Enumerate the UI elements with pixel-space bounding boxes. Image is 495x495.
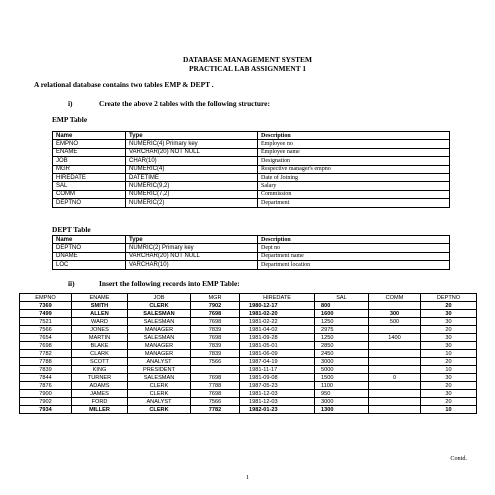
document-subtitle: PRACTICAL LAB ASSIGNMENT 1 bbox=[188, 64, 307, 73]
column-header-comm: COMM bbox=[369, 294, 421, 302]
sal-cell: 1100 bbox=[315, 382, 369, 390]
hiredate-cell: 1981-02-20 bbox=[240, 310, 315, 318]
deptno-cell: 20 bbox=[421, 398, 477, 406]
empno-cell: 7698 bbox=[20, 342, 72, 350]
field-type-cell: DATETIME bbox=[126, 173, 258, 181]
job-cell: ANALYST bbox=[128, 358, 191, 366]
mgr-cell: 7566 bbox=[191, 358, 240, 366]
table-row bbox=[20, 382, 477, 390]
comm-cell bbox=[369, 326, 421, 334]
sal-cell: 1300 bbox=[315, 406, 369, 414]
job-cell: MANAGER bbox=[128, 342, 191, 350]
sal-cell: 5000 bbox=[315, 366, 369, 374]
empno-cell: 7521 bbox=[20, 318, 72, 326]
job-cell: CLERK bbox=[128, 390, 191, 398]
hiredate-cell: 1981-09-08 bbox=[240, 374, 315, 382]
table-row bbox=[53, 140, 450, 148]
table-header-row bbox=[53, 132, 450, 140]
field-description-cell: Employee no bbox=[258, 140, 450, 148]
table-row bbox=[53, 148, 450, 156]
table-row bbox=[20, 326, 477, 334]
comm-cell bbox=[369, 358, 421, 366]
step-1-text: Create the above 2 tables with the following structure: bbox=[99, 99, 270, 108]
table-row bbox=[53, 173, 450, 181]
field-type-cell: NUMERIC(2) bbox=[126, 199, 258, 207]
comm-cell: 300 bbox=[369, 310, 421, 318]
ename-cell: SMITH bbox=[72, 302, 128, 310]
table-row bbox=[20, 342, 477, 350]
deptno-cell: 30 bbox=[421, 318, 477, 326]
sal-cell: 2450 bbox=[315, 350, 369, 358]
hiredate-cell: 1987-05-23 bbox=[240, 382, 315, 390]
table-row bbox=[20, 350, 477, 358]
column-header-job: JOB bbox=[128, 294, 191, 302]
field-type-cell: VARCHAR(10) bbox=[126, 261, 258, 269]
table-row bbox=[53, 199, 450, 207]
emp-records-table bbox=[19, 293, 477, 414]
deptno-cell: 20 bbox=[421, 382, 477, 390]
sal-cell: 2850 bbox=[315, 342, 369, 350]
mgr-cell: 7698 bbox=[191, 334, 240, 342]
empno-cell: 7782 bbox=[20, 350, 72, 358]
comm-cell: 0 bbox=[369, 374, 421, 382]
deptno-cell: 30 bbox=[421, 374, 477, 382]
job-cell: CLERK bbox=[128, 302, 191, 310]
hiredate-cell: 1981-11-17 bbox=[240, 366, 315, 374]
job-cell: MANAGER bbox=[128, 326, 191, 334]
field-name-cell: MGR bbox=[53, 165, 126, 173]
continued-note: Contd. bbox=[450, 455, 467, 462]
empno-cell: 7788 bbox=[20, 358, 72, 366]
ename-cell: MILLER bbox=[72, 406, 128, 414]
table-row bbox=[53, 157, 450, 165]
table-row bbox=[53, 182, 450, 190]
table-row bbox=[20, 310, 477, 318]
dept-structure-table bbox=[52, 235, 450, 270]
sal-cell: 3000 bbox=[315, 398, 369, 406]
hiredate-cell: 1987-04-19 bbox=[240, 358, 315, 366]
field-name-cell: DNAME bbox=[53, 252, 126, 260]
comm-cell bbox=[369, 366, 421, 374]
ename-cell: BLAKE bbox=[72, 342, 128, 350]
hiredate-cell: 1981-06-09 bbox=[240, 350, 315, 358]
ename-cell: SCOTT bbox=[72, 358, 128, 366]
sal-cell: 2975 bbox=[315, 326, 369, 334]
empno-cell: 7902 bbox=[20, 398, 72, 406]
column-header-description: Description bbox=[258, 236, 450, 244]
deptno-cell: 30 bbox=[421, 334, 477, 342]
hiredate-cell: 1981-09-28 bbox=[240, 334, 315, 342]
table-row bbox=[53, 165, 450, 173]
field-description-cell: Department name bbox=[258, 252, 450, 260]
table-row bbox=[20, 406, 477, 414]
column-header-description: Description bbox=[258, 132, 450, 140]
table-row bbox=[20, 374, 477, 382]
ename-cell: CLARK bbox=[72, 350, 128, 358]
mgr-cell: 7698 bbox=[191, 390, 240, 398]
hiredate-cell: 1981-12-03 bbox=[240, 390, 315, 398]
comm-cell bbox=[369, 382, 421, 390]
field-description-cell: Dept no bbox=[258, 244, 450, 252]
table-row bbox=[20, 318, 477, 326]
mgr-cell: 7839 bbox=[191, 350, 240, 358]
table-row bbox=[20, 302, 477, 310]
column-header-name: Name bbox=[53, 132, 126, 140]
field-name-cell: DEPTNO bbox=[53, 244, 126, 252]
sal-cell: 3000 bbox=[315, 358, 369, 366]
sal-cell: 1600 bbox=[315, 310, 369, 318]
hiredate-cell: 1981-02-22 bbox=[240, 318, 315, 326]
field-type-cell: NUMERIC(4) bbox=[126, 165, 258, 173]
comm-cell bbox=[369, 302, 421, 310]
page-number: 1 bbox=[245, 474, 250, 481]
emp-table-label: EMP Table bbox=[52, 115, 88, 124]
field-type-cell: NUMRIC(2) Primary key bbox=[126, 244, 258, 252]
comm-cell bbox=[369, 350, 421, 358]
column-header-type: Type bbox=[126, 132, 258, 140]
deptno-cell: 10 bbox=[421, 406, 477, 414]
field-name-cell: DEPTNO bbox=[53, 199, 126, 207]
field-name-cell: JOB bbox=[53, 157, 126, 165]
field-description-cell: Respective manager's empno bbox=[258, 165, 450, 173]
field-name-cell: LOC bbox=[53, 261, 126, 269]
document-title: DATABASE MANAGEMENT SYSTEM bbox=[183, 55, 312, 64]
field-type-cell: NUMERIC(4) Primary key bbox=[126, 140, 258, 148]
step-2-number: ii) bbox=[68, 279, 75, 288]
mgr-cell: 7902 bbox=[191, 302, 240, 310]
column-header-hiredate: HIREDATE bbox=[240, 294, 315, 302]
job-cell: ANALYST bbox=[128, 398, 191, 406]
mgr-cell bbox=[191, 366, 240, 374]
field-type-cell: VARCHAR(20) NOT NULL bbox=[126, 252, 258, 260]
comm-cell: 1400 bbox=[369, 334, 421, 342]
comm-cell bbox=[369, 406, 421, 414]
mgr-cell: 7698 bbox=[191, 374, 240, 382]
field-type-cell: CHAR(10) bbox=[126, 157, 258, 165]
comm-cell bbox=[369, 390, 421, 398]
empno-cell: 7900 bbox=[20, 390, 72, 398]
mgr-cell: 7698 bbox=[191, 310, 240, 318]
ename-cell: WARD bbox=[72, 318, 128, 326]
empno-cell: 7844 bbox=[20, 374, 72, 382]
deptno-cell: 30 bbox=[421, 342, 477, 350]
empno-cell: 7566 bbox=[20, 326, 72, 334]
mgr-cell: 7839 bbox=[191, 326, 240, 334]
field-name-cell: EMPNO bbox=[53, 140, 126, 148]
field-description-cell: Department bbox=[258, 199, 450, 207]
job-cell: CLERK bbox=[128, 382, 191, 390]
empno-cell: 7654 bbox=[20, 334, 72, 342]
sal-cell: 1250 bbox=[315, 318, 369, 326]
hiredate-cell: 1981-04-02 bbox=[240, 326, 315, 334]
job-cell: SALESMAN bbox=[128, 334, 191, 342]
column-header-sal: SAL bbox=[315, 294, 369, 302]
mgr-cell: 7566 bbox=[191, 398, 240, 406]
field-name-cell: COMM bbox=[53, 190, 126, 198]
column-header-ename: ENAME bbox=[72, 294, 128, 302]
column-header-empno: EMPNO bbox=[20, 294, 72, 302]
ename-cell: ALLEN bbox=[72, 310, 128, 318]
mgr-cell: 7698 bbox=[191, 318, 240, 326]
ename-cell: MARTIN bbox=[72, 334, 128, 342]
field-type-cell: NUMERIC(9,2) bbox=[126, 182, 258, 190]
comm-cell bbox=[369, 342, 421, 350]
column-header-deptno: DEPTNO bbox=[421, 294, 477, 302]
deptno-cell: 20 bbox=[421, 302, 477, 310]
deptno-cell: 30 bbox=[421, 390, 477, 398]
empno-cell: 7839 bbox=[20, 366, 72, 374]
table-header-row bbox=[20, 294, 477, 302]
field-description-cell: Employee name bbox=[258, 148, 450, 156]
sal-cell: 1250 bbox=[315, 334, 369, 342]
deptno-cell: 10 bbox=[421, 366, 477, 374]
table-header-row bbox=[53, 236, 450, 244]
field-type-cell: VARCHAR(20) NOT NULL bbox=[126, 148, 258, 156]
sal-cell: 800 bbox=[315, 302, 369, 310]
comm-cell bbox=[369, 398, 421, 406]
hiredate-cell: 1980-12-17 bbox=[240, 302, 315, 310]
mgr-cell: 7839 bbox=[191, 342, 240, 350]
step-1-number: i) bbox=[68, 99, 73, 108]
empno-cell: 7876 bbox=[20, 382, 72, 390]
field-type-cell: NUMERIC(7,2) bbox=[126, 190, 258, 198]
step-2-text: Insert the following records into EMP Table: bbox=[99, 279, 240, 288]
empno-cell: 7934 bbox=[20, 406, 72, 414]
deptno-cell: 20 bbox=[421, 326, 477, 334]
table-row bbox=[20, 398, 477, 406]
ename-cell: JONES bbox=[72, 326, 128, 334]
job-cell: MANAGER bbox=[128, 350, 191, 358]
table-row bbox=[20, 366, 477, 374]
sal-cell: 1500 bbox=[315, 374, 369, 382]
field-description-cell: Salary bbox=[258, 182, 450, 190]
emp-structure-table bbox=[52, 131, 450, 208]
job-cell: PRESIDENT bbox=[128, 366, 191, 374]
ename-cell: TURNER bbox=[72, 374, 128, 382]
deptno-cell: 30 bbox=[421, 310, 477, 318]
job-cell: SALESMAN bbox=[128, 310, 191, 318]
intro-text: A relational database contains two tables EMP & DEPT . bbox=[34, 80, 214, 89]
field-description-cell: Commission bbox=[258, 190, 450, 198]
column-header-name: Name bbox=[53, 236, 126, 244]
hiredate-cell: 1981-12-03 bbox=[240, 398, 315, 406]
job-cell: CLERK bbox=[128, 406, 191, 414]
field-name-cell: SAL bbox=[53, 182, 126, 190]
table-row bbox=[20, 334, 477, 342]
empno-cell: 7369 bbox=[20, 302, 72, 310]
table-row bbox=[53, 252, 450, 260]
table-row bbox=[53, 244, 450, 252]
table-row bbox=[53, 190, 450, 198]
column-header-type: Type bbox=[126, 236, 258, 244]
field-name-cell: ENAME bbox=[53, 148, 126, 156]
empno-cell: 7499 bbox=[20, 310, 72, 318]
field-description-cell: Designation bbox=[258, 157, 450, 165]
deptno-cell: 20 bbox=[421, 358, 477, 366]
ename-cell: FORD bbox=[72, 398, 128, 406]
job-cell: SALESMAN bbox=[128, 318, 191, 326]
ename-cell: KING bbox=[72, 366, 128, 374]
mgr-cell: 7782 bbox=[191, 406, 240, 414]
field-description-cell: Department location bbox=[258, 261, 450, 269]
table-row bbox=[53, 261, 450, 269]
column-header-mgr: MGR bbox=[191, 294, 240, 302]
dept-table-label: DEPT Table bbox=[52, 225, 91, 234]
ename-cell: JAMES bbox=[72, 390, 128, 398]
job-cell: SALESMAN bbox=[128, 374, 191, 382]
table-row bbox=[20, 390, 477, 398]
field-name-cell: HIREDATE bbox=[53, 173, 126, 181]
hiredate-cell: 1982-01-23 bbox=[240, 406, 315, 414]
hiredate-cell: 1981-05-01 bbox=[240, 342, 315, 350]
table-row bbox=[20, 358, 477, 366]
ename-cell: ADAMS bbox=[72, 382, 128, 390]
field-description-cell: Date of Joining bbox=[258, 173, 450, 181]
comm-cell: 500 bbox=[369, 318, 421, 326]
sal-cell: 950 bbox=[315, 390, 369, 398]
deptno-cell: 10 bbox=[421, 350, 477, 358]
mgr-cell: 7788 bbox=[191, 382, 240, 390]
